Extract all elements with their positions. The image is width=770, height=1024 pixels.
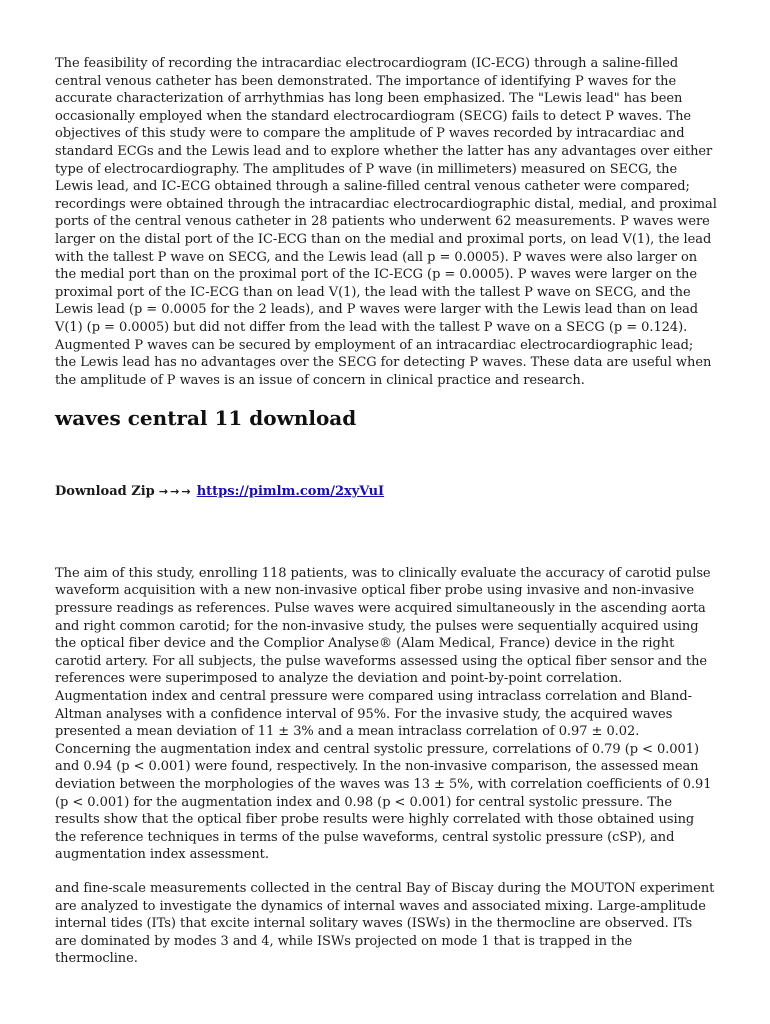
article-body [55,55,717,968]
second-paragraph: The aim of this study, enrolling 118 patients, was to clinically evaluate the accuracy of carotid pulse waveform acquisition with a new non-invasive optical fiber probe using invasive and non-invasive pressure readings as references. Pulse waves were acquired simultaneously in the ascending aorta and right common carotid; for the non-invasive study, the pulses were sequentially acquired using the optical fiber device and the Complior Analyse® (Alam Medical, France) device in the right carotid artery. For all subjects, the pulse waveforms assessed using the optical fiber sensor and the references were superimposed to analyze the deviation and point-by-point correlation. Augmentation index and central pressure were compared using intraclass correlation and Bland-Altman analyses with a confidence interval of 95%. For the invasive study, the acquired waves presented a mean deviation of 11 ± 3% and a mean intraclass correlation of 0.97 ± 0.02. Concerning the augmentation index and central systolic pressure, correlations of 0.79 (p < 0.001) and 0.94 (p < 0.001) were found, respectively. In the non-invasive comparison, the assessed mean deviation between the morphologies of the waves was 13 ± 5%, with correlation coefficients of 0.91 (p < 0.001) for the augmentation index and 0.98 (p < 0.001) for central systolic pressure. The results show that the optical fiber probe results were highly correlated with those obtained using the reference techniques in terms of the pulse waveforms, central systolic pressure (cSP), and augmentation index assessment. [55,565,712,863]
page-title: waves central 11 download [55,406,357,431]
download-label: Download Zip [55,484,155,500]
download-link[interactable]: https://pimlm.com/2xyVuI [196,484,385,500]
arrow-icons: →→→ [158,485,193,499]
third-paragraph: and fine-scale measurements collected in the central Bay of Biscay during the MOUTON experiment are analyzed to investigate the dynamics of internal waves and associated mixing. Large-amplitude internal tides (ITs) that excite internal solitary waves (ISWs) in the thermocline are observed. ITs are dominated by modes 3 and 4, while ISWs projected on mode 1 that is trapped in the thermocline. [55,880,715,967]
download-row [55,483,717,501]
intro-paragraph: The feasibility of recording the intracardiac electrocardiogram (IC-ECG) through a saline-filled central venous catheter has been demonstrated. The importance of identifying P waves for the accurate characterization of arrhythmias has long been emphasized. The "Lewis lead" has been occasionally employed when the standard electrocardiogram (SECG) fails to detect P waves. The objectives of this study were to compare the amplitude of P waves recorded by intracardiac and standard ECGs and the Lewis lead and to explore whether the latter has any advantages over either type of electrocardiography. The amplitudes of P wave (in millimeters) measured on SECG, the Lewis lead, and IC-ECG obtained through a saline-filled central venous catheter were compared; recordings were obtained through the intracardiac electrocardiographic distal, medial, and proximal ports of the central venous catheter in 28 patients who underwent 62 measurements. P waves were larger on the distal port of the IC-ECG than on the medial and proximal ports, on lead V(1), the lead with the tallest P wave on SECG, and the Lewis lead (all p = 0.0005). P waves were also larger on the medial port than on the proximal port of the IC-ECG (p = 0.0005). P waves were larger on the proximal port of the IC-ECG than on lead V(1), the lead with the tallest P wave on SECG, and the Lewis lead (p = 0.0005 for the 2 leads), and P waves were larger with the Lewis lead than on lead V(1) (p = 0.0005) but did not differ from the lead with the tallest P wave on a SECG (p = 0.124). Augmented P waves can be secured by employment of an intracardiac electrocardiographic lead; the Lewis lead has no advantages over the SECG for detecting P waves. These data are useful when the amplitude of P waves is an issue of concern in clinical practice and research. [55,56,717,388]
